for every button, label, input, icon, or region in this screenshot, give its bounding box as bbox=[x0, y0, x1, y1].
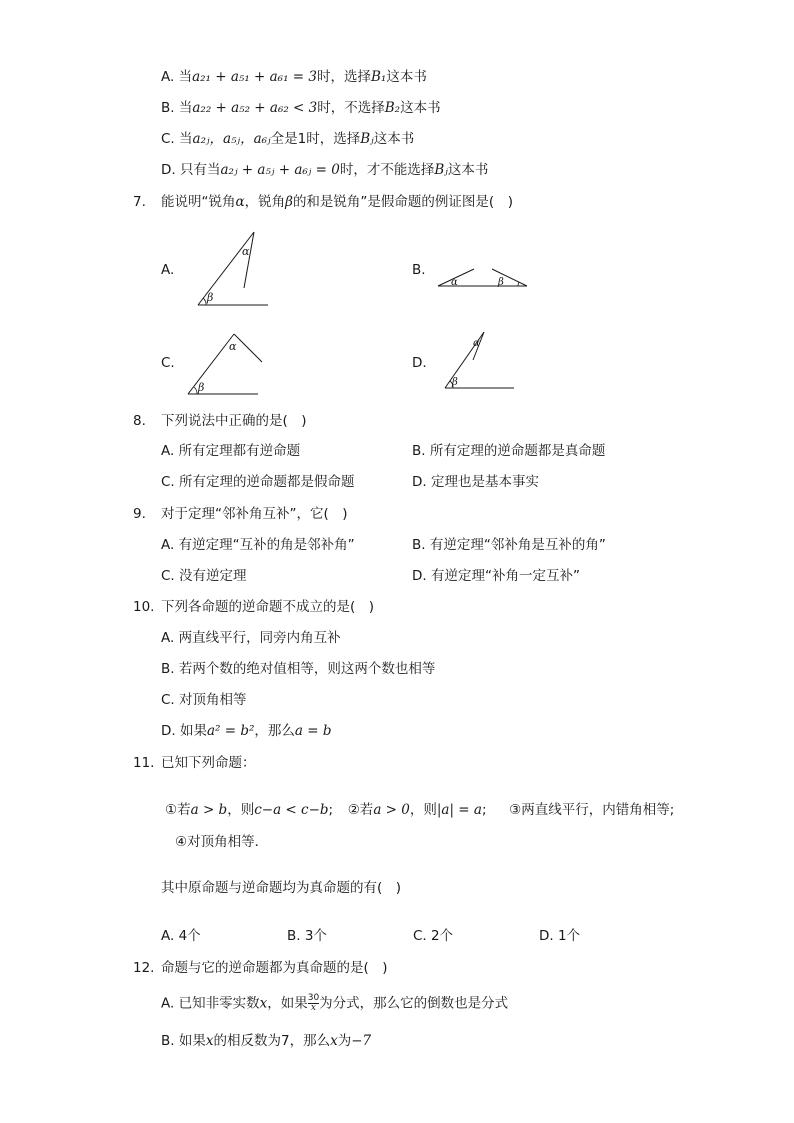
q11-question: 其中原命题与逆命题均为真命题的有( ) bbox=[161, 880, 402, 896]
q7-d-alpha-label: α bbox=[473, 338, 480, 349]
q10-option-c: C. 对顶角相等 bbox=[161, 692, 247, 708]
q7-b-beta-label: β bbox=[498, 277, 504, 288]
q7-c-alpha-label: α bbox=[229, 340, 237, 353]
q6-option-b: B. 当a₂₂ + a₅₂ + a₆₂ < 3时，不选择B₂这本书 bbox=[161, 100, 441, 116]
q7-stem: 能说明“锐角α，锐角β的和是锐角”是假命题的例证图是( ) bbox=[161, 194, 513, 210]
q9-option-d: D. 有逆定理“补角一定互补” bbox=[412, 568, 580, 584]
q7-b-alpha-label: α bbox=[451, 277, 458, 288]
q6-option-c: C. 当a₂ⱼ，a₅ⱼ，a₆ⱼ全是1时，选择Bⱼ这本书 bbox=[161, 131, 415, 147]
q7-figure-a bbox=[192, 228, 276, 310]
q10-number: 10. bbox=[133, 599, 155, 615]
q9-option-a: A. 有逆定理“互补的角是邻补角” bbox=[161, 537, 355, 553]
q8-option-b: B. 所有定理的逆命题都是真命题 bbox=[412, 443, 606, 459]
q11-option-b: B. 3个 bbox=[287, 928, 327, 944]
q11-propositions-row1 bbox=[165, 801, 674, 819]
q7-option-a-label: A. bbox=[161, 262, 175, 278]
q7-a-beta-label: β bbox=[207, 291, 214, 304]
q11-prop-2: ②若a > 0，则|a| = a; bbox=[347, 802, 487, 818]
q7-figure-c bbox=[184, 330, 264, 398]
q10-stem: 下列各命题的逆命题不成立的是( ) bbox=[161, 599, 375, 615]
q12-fraction: $\frac{30}{x}$ bbox=[307, 993, 320, 1013]
q7-figure-d bbox=[440, 326, 520, 394]
q11-number: 11. bbox=[133, 755, 155, 771]
q11-option-a: A. 4个 bbox=[161, 928, 201, 944]
q9-stem: 对于定理“邻补角互补”，它( ) bbox=[161, 506, 348, 522]
q11-option-c: C. 2个 bbox=[413, 928, 454, 944]
q10-option-a: A. 两直线平行，同旁内角互补 bbox=[161, 630, 341, 646]
q11-prop-4: ④对顶角相等． bbox=[175, 834, 269, 850]
q7-number: 7. bbox=[133, 194, 146, 210]
q8-option-d: D. 定理也是基本事实 bbox=[412, 474, 539, 490]
q12-option-a: A. 已知非零实数x，如果 $\frac{30}{x}$ 为分式，那么它的倒数也是分式 bbox=[161, 993, 509, 1013]
q12-option-b: B. 如果x的相反数为7，那么x为−7 bbox=[161, 1033, 372, 1049]
q7-d-beta-label: β bbox=[452, 377, 458, 388]
q11-prop-3: ③两直线平行，内错角相等; bbox=[509, 802, 675, 818]
q7-option-c-label: C. bbox=[161, 355, 175, 371]
q6-option-a: A. 当a₂₁ + a₅₁ + a₆₁ = 3时，选择B₁这本书 bbox=[161, 69, 427, 85]
q9-option-b: B. 有逆定理“邻补角是互补的角” bbox=[412, 537, 606, 553]
q6-option-d: D. 只有当a₂ⱼ + a₅ⱼ + a₆ⱼ = 0时，才不能选择Bⱼ这本书 bbox=[161, 162, 489, 178]
q7-option-b-label: B. bbox=[412, 262, 426, 278]
q12-stem: 命题与它的逆命题都为真命题的是( ) bbox=[161, 960, 388, 976]
q10-option-b: B. 若两个数的绝对值相等，则这两个数也相等 bbox=[161, 661, 436, 677]
q9-number: 9. bbox=[133, 506, 146, 522]
q8-number: 8. bbox=[133, 413, 146, 429]
q7-figure-b bbox=[434, 264, 530, 292]
q8-option-a: A. 所有定理都有逆命题 bbox=[161, 443, 301, 459]
q11-option-d: D. 1个 bbox=[539, 928, 581, 944]
q7-a-alpha-label: α bbox=[242, 245, 250, 258]
q7-option-d-label: D. bbox=[412, 355, 427, 371]
q8-stem: 下列说法中正确的是( ) bbox=[161, 413, 307, 429]
q11-stem: 已知下列命题： bbox=[161, 755, 256, 771]
q11-prop-1: ①若a > b，则c−a < c−b; bbox=[165, 802, 334, 818]
q12-number: 12. bbox=[133, 960, 155, 976]
q8-option-c: C. 所有定理的逆命题都是假命题 bbox=[161, 474, 355, 490]
q10-option-d: D. 如果a² = b²，那么a = b bbox=[161, 723, 332, 739]
q9-option-c: C. 没有逆定理 bbox=[161, 568, 247, 584]
q7-c-beta-label: β bbox=[198, 381, 205, 394]
